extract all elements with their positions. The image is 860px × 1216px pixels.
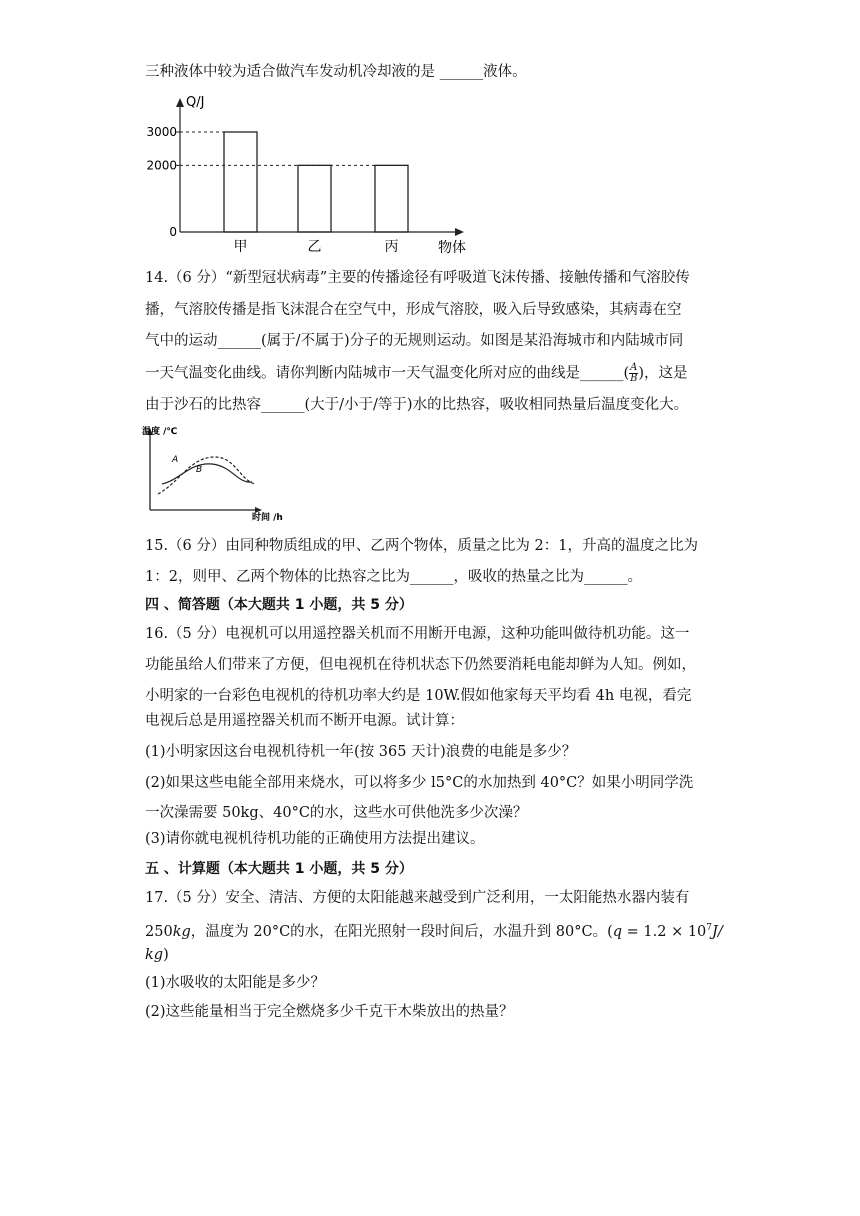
x-axis-label: 物体 [438, 240, 466, 256]
fraction-numerator: A [630, 362, 638, 373]
text-span: ) [163, 947, 169, 963]
text-line: 由于沙石的比热容______(大于/小于/等于)水的比热容，吸收相同热量后温度变化大。 [145, 397, 689, 413]
text-line: 播，气溶胶传播是指飞沫混合在空气中，形成气溶胶，吸入后导致感染，其病毒在空 [145, 302, 682, 318]
text-line: (1)小明家因这台电视机待机一年(按 365 天计)浪费的电能是多少？ [145, 744, 577, 760]
category-label: 乙 [307, 239, 322, 255]
text-span: 一天气温变化曲线。请你判断内陆城市一天气温变化所对应的曲线是______( [145, 365, 630, 382]
text-span: = 1.2 × 10 [622, 923, 707, 940]
text-line: 功能虽给人们带来了方便，但电视机在待机状态下仍然要消耗电能却鲜为人知。例如， [145, 657, 696, 673]
text-line: 电视后总是用遥控器关机而不断开电源。试计算： [145, 713, 464, 729]
text-line: 气中的运动______(属于/不属于)分子的无规则运动。如图是某沿海城市和内陆城市同 [145, 333, 684, 349]
math-span: J/ [712, 923, 723, 940]
text-line: 16.（5 分）电视机可以用遥控器关机而不用断开电源，这种功能叫做待机功能。这一 [145, 626, 690, 642]
bar [298, 165, 331, 232]
text-span: 250 [145, 923, 173, 940]
text-span: ，温度为 20°C的水，在阳光照射一段时间后，水温升到 80°C。( [190, 923, 613, 940]
exponent: 7 [706, 923, 713, 933]
temperature-curve-figure [140, 422, 300, 524]
text-line: (2)如果这些电能全部用来烧水，可以将多少 l5°C的水加热到 40°C？如果小明同学洗 [145, 775, 694, 791]
curve-a-label: A [172, 455, 179, 465]
y-tick-label: 2000 [146, 158, 177, 173]
text-line [145, 363, 688, 384]
math-span: kg [145, 947, 164, 963]
text-line: 17.（5 分）安全、清洁、方便的太阳能越来越受到广泛利用，一太阳能热水器内装有 [145, 890, 690, 906]
bar [375, 165, 408, 232]
x-axis-arrow [455, 228, 464, 236]
math-span: kg [172, 923, 191, 940]
heat-bar-chart [140, 92, 480, 257]
curve-b-label: B [196, 465, 203, 475]
bar [224, 132, 257, 232]
category-label: 丙 [384, 239, 399, 255]
text-span: )，这是 [638, 365, 688, 382]
time-axis-label: 时间 /h [252, 513, 283, 523]
y-tick-label: 3000 [146, 125, 177, 139]
text-line: 1：2，则甲、乙两个物体的比热容之比为______，吸收的热量之比为______。 [145, 569, 642, 585]
category-label: 甲 [233, 239, 248, 255]
section-heading: 四 、简答题（本大题共 1 小题，共 5 分） [145, 597, 413, 613]
section-heading: 五 、计算题（本大题共 1 小题，共 5 分） [145, 861, 413, 877]
text-line: (1)水吸收的太阳能是多少？ [145, 975, 326, 991]
text-line: 15.（6 分）由同种物质组成的甲、乙两个物体，质量之比为 2：1，升高的温度之比为 [145, 538, 698, 554]
text-line [145, 918, 723, 942]
fraction-a-over-b [629, 363, 638, 384]
y-tick-label: 0 [169, 225, 177, 239]
math-span: q [612, 923, 623, 940]
text-line: 小明家的一台彩色电视机的待机功率大约是 10W.假如他家每天平均看 4h 电视，看完 [145, 688, 692, 704]
temperature-axis-label: 温度 /℃ [142, 427, 178, 437]
text-line [145, 945, 169, 965]
text-line: (3)请你就电视机待机功能的正确使用方法提出建议。 [145, 831, 485, 847]
text-line: 三种液体中较为适合做汽车发动机冷却液的是 ______液体。 [145, 64, 527, 80]
text-line: (2)这些能量相当于完全燃烧多少千克干木柴放出的热量？ [145, 1004, 514, 1020]
text-line: 一次澡需要 50kg、40°C的水，这些水可供他洗多少次澡？ [145, 805, 528, 821]
y-axis-arrow [176, 98, 184, 107]
text-line: 14.（6 分）“新型冠状病毒”主要的传播途径有呼吸道飞沫传播、接触传播和气溶胶传 [145, 270, 690, 286]
fraction-denominator: B [630, 373, 638, 384]
y-axis-label: Q/J [186, 95, 205, 110]
